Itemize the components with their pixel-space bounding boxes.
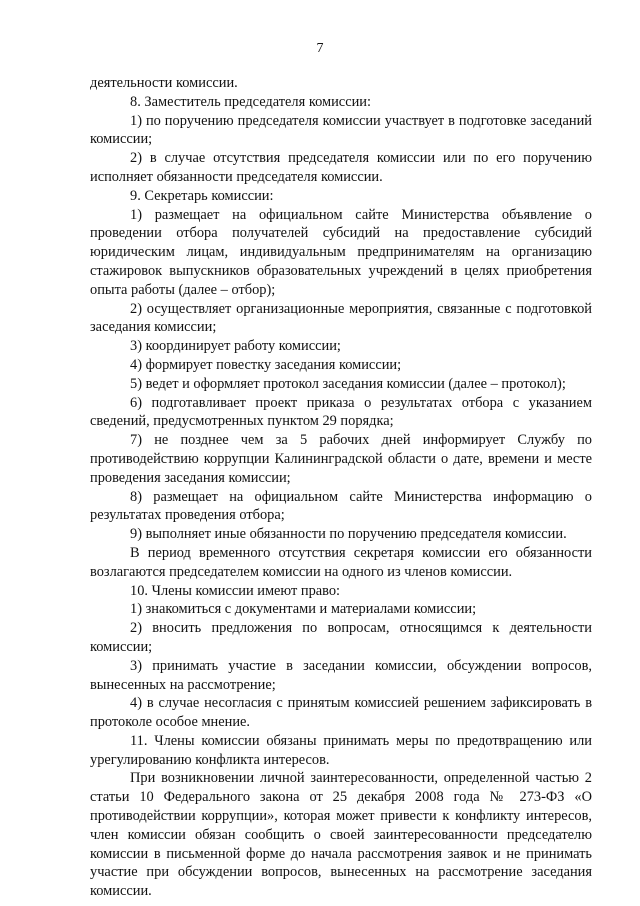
paragraph-3: 2) в случае отсутствия председателя комиссии или по его поручению исполняет обязанности председателя комиссии.	[90, 150, 592, 185]
paragraph-21: При возникновении личной заинтересованности, определенной частью 2 статьи 10 Федерального закона от 25 декабря 2008 года № 273-ФЗ «О противодействии коррупции», которая может привести к конфликту интересов, член комиссии обязан сообщить о своей заинтересованности председателю комиссии в письменной форме до начала рассмотрения заявок и не принимать участие при обсуждении вопросов, вынесенных на рассмотрение заседания комиссии.	[90, 770, 592, 900]
paragraph-15: 10. Члены комиссии имеют право:	[130, 582, 341, 599]
paragraph-13: 9) выполняет иные обязанности по поручению председателя комиссии.	[130, 526, 567, 543]
paragraph-5: 1) размещает на официальном сайте Министерства объявление о проведении отбора получателей субсидий на предоставление субсидий юридическим лицам, индивидуальным предпринимателям на организацию стажировок выпускников образовательных учреждений в целях приобретения опыта работы (далее – отбор);	[90, 206, 592, 298]
paragraph-7: 3) координирует работу комиссии;	[130, 338, 341, 355]
paragraph-0: деятельности комиссии.	[90, 75, 238, 91]
paragraph-20: 11. Члены комиссии обязаны принимать меры по предотвращению или урегулированию конфликта интересов.	[90, 732, 592, 768]
page-number: 7	[316, 41, 324, 56]
paragraph-10: 6) подготавливает проект приказа о результатах отбора с указанием сведений, предусмотренных пунктом 29 порядка;	[90, 394, 592, 430]
paragraph-2: 1) по поручению председателя комиссии участвует в подготовке заседаний комиссии;	[90, 112, 592, 148]
paragraph-18: 3) принимать участие в заседании комиссии, обсуждении вопросов, вынесенных на рассмотрение;	[90, 657, 592, 693]
paragraph-8: 4) формирует повестку заседания комиссии;	[130, 356, 402, 373]
document-body	[90, 74, 592, 901]
paragraph-17: 2) вносить предложения по вопросам, относящимся к деятельности комиссии;	[90, 620, 592, 655]
paragraph-14: В период временного отсутствия секретаря комиссии его обязанности возлагаются председателем комиссии на одного из членов комиссии.	[90, 544, 592, 580]
paragraph-6: 2) осуществляет организационные мероприятия, связанные с подготовкой заседания комиссии;	[90, 300, 592, 336]
paragraph-4: 9. Секретарь комиссии:	[130, 187, 274, 204]
paragraph-12: 8) размещает на официальном сайте Министерства информацию о результатах проведения отбора;	[90, 488, 592, 524]
paragraph-11: 7) не позднее чем за 5 рабочих дней информирует Службу по противодействию коррупции Калининградской области о дате, времени и месте проведения заседания комиссии;	[90, 432, 592, 486]
paragraph-1: 8. Заместитель председателя комиссии:	[130, 93, 371, 110]
paragraph-19: 4) в случае несогласия с принятым комиссией решением зафиксировать в протоколе особое мнение.	[90, 695, 592, 731]
paragraph-9: 5) ведет и оформляет протокол заседания комиссии (далее – протокол);	[130, 375, 566, 392]
paragraph-16: 1) знакомиться с документами и материалами комиссии;	[130, 601, 477, 618]
